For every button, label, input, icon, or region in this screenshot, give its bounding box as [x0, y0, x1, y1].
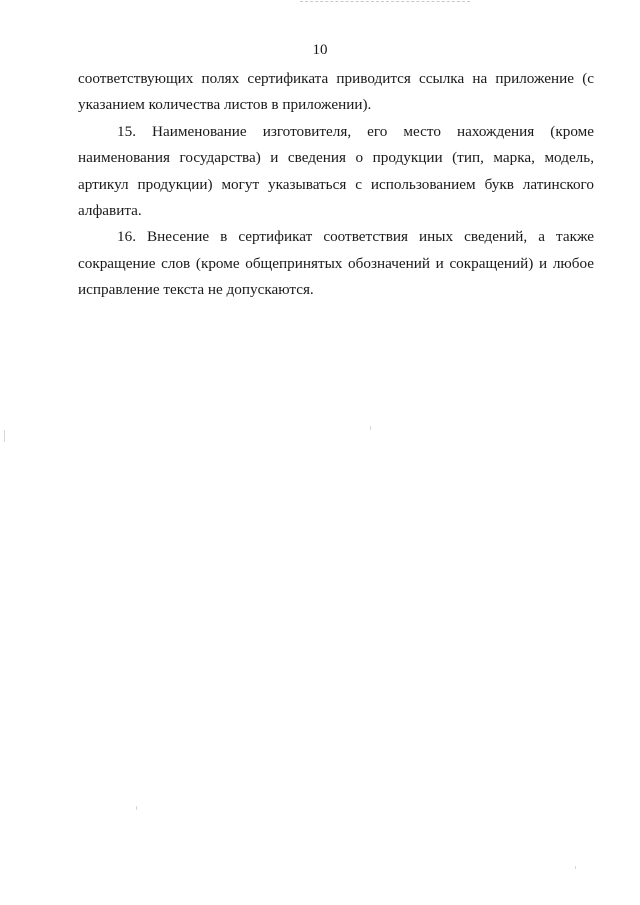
scan-speck [370, 426, 371, 430]
paragraph-16: 16. Внесение в сертификат соответствия иных сведений, а также сокращение слов (кроме общепринятых обозначений и сокращений) и любое исправление текста не допускаются. [78, 228, 594, 299]
scan-speck [136, 806, 137, 810]
paragraph-15: 15. Наименование изготовителя, его место нахождения (кроме наименования государства) и сведения о продукции (тип, марка, модель, артикул продукции) могут указываться с использованием букв латинского алфавита. [78, 122, 594, 220]
scan-speck [4, 430, 5, 442]
document-body [78, 66, 594, 304]
paragraph-continuation: соответствующих полях сертификата приводится ссылка на приложение (с указанием количества листов в приложении). [78, 70, 594, 114]
scan-speck [575, 866, 576, 869]
page-number: 10 [312, 42, 328, 58]
top-scan-rule [300, 1, 470, 2]
